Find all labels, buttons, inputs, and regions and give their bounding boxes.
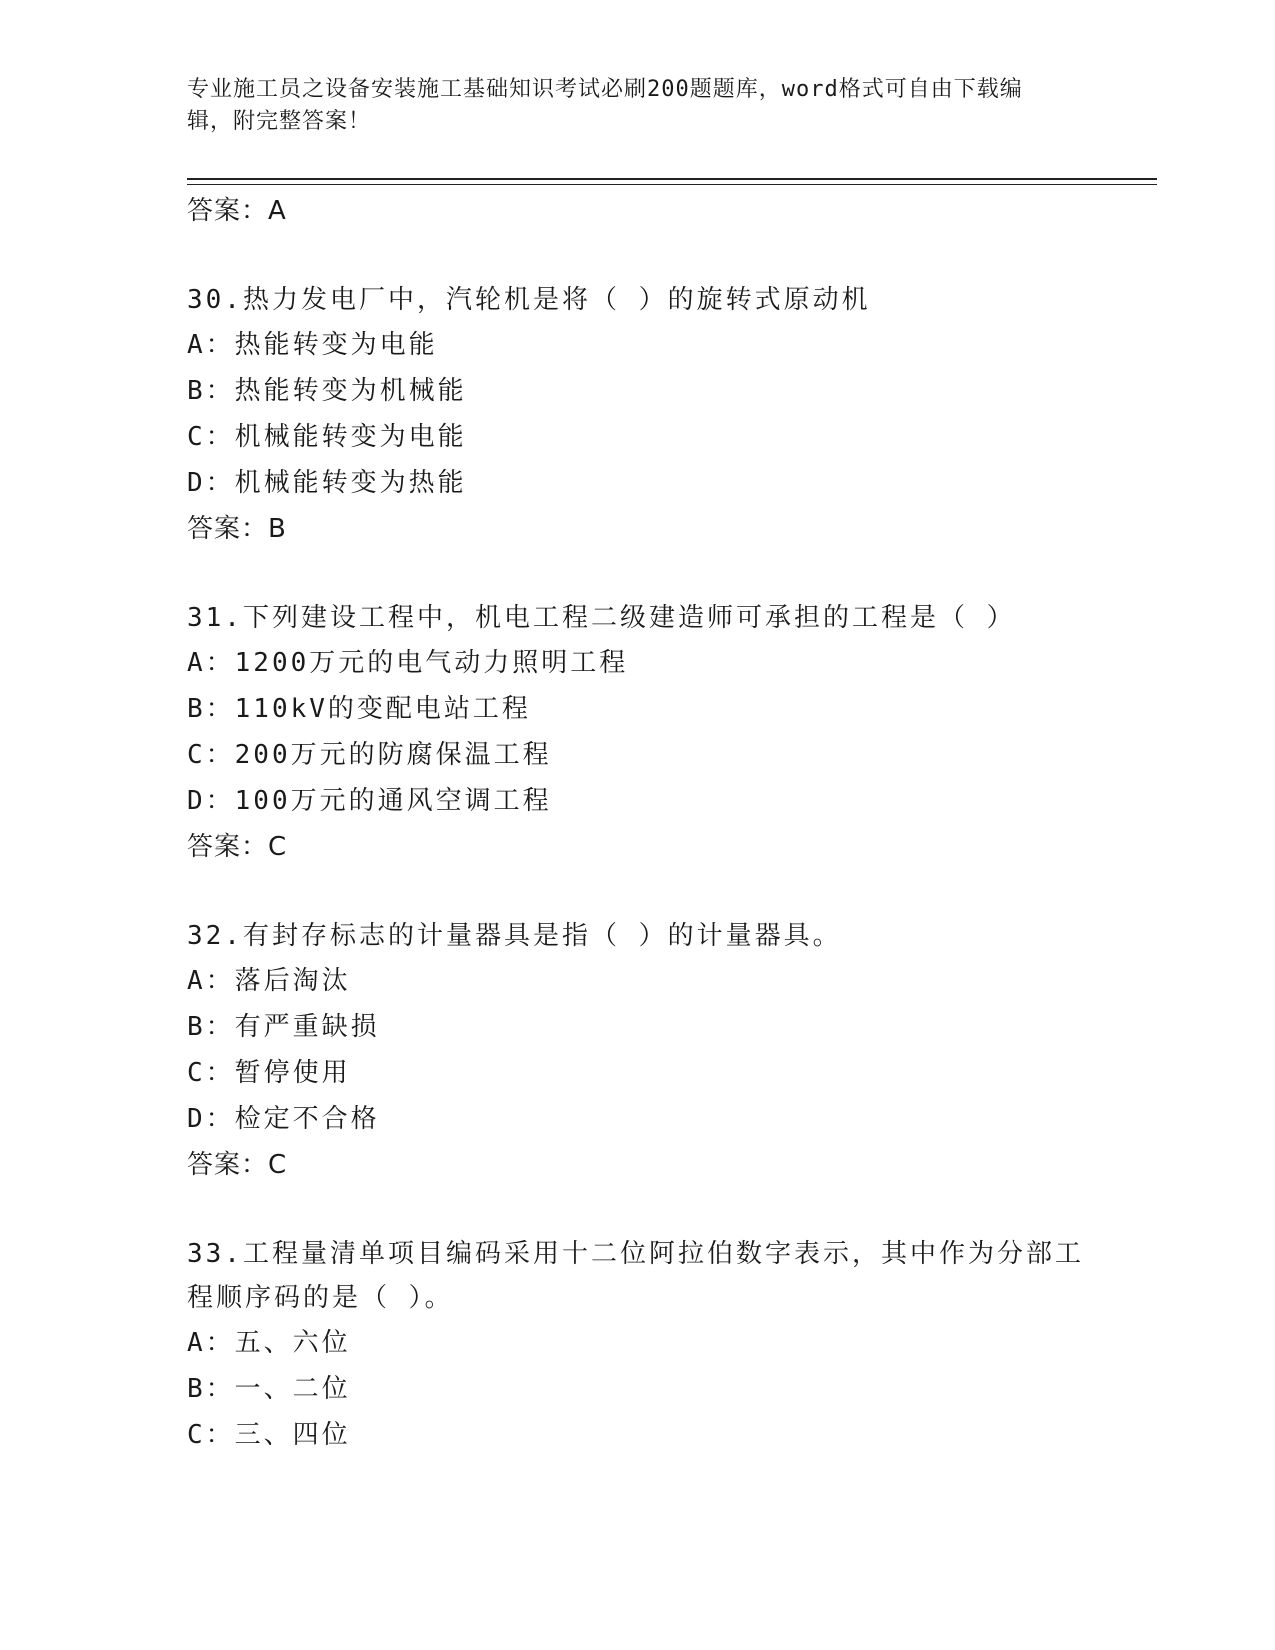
page-header-title: 专业施工员之设备安装施工基础知识考试必刷200题题库，word格式可自由下载编辑，附完整答案！ — [187, 77, 1023, 134]
answer-30: 答案：B — [187, 514, 287, 544]
option-d: D：机械能转变为热能 — [187, 468, 467, 498]
option-a: A：1200万元的电气动力照明工程 — [187, 648, 629, 678]
option-b: B：有严重缺损 — [187, 1012, 380, 1042]
question-text: 31.下列建设工程中，机电工程二级建造师可承担的工程是（ ） — [187, 603, 1016, 633]
question-30 — [187, 278, 1087, 552]
option-a: A：落后淘汰 — [187, 966, 351, 996]
option-b: B：一、二位 — [187, 1374, 351, 1404]
option-b: B：热能转变为机械能 — [187, 376, 467, 406]
header-divider-thick — [187, 178, 1157, 180]
option-c: C：三、四位 — [187, 1420, 351, 1450]
answer-32: 答案：C — [187, 1150, 288, 1180]
option-c: C：机械能转变为电能 — [187, 422, 467, 452]
question-text: 32.有封存标志的计量器具是指（ ）的计量器具。 — [187, 921, 842, 951]
question-31 — [187, 596, 1087, 870]
question-32 — [187, 914, 1087, 1188]
question-list — [187, 188, 1087, 1458]
question-text: 30.热力发电厂中，汽轮机是将（ ）的旋转式原动机 — [187, 285, 871, 315]
option-c: C：暂停使用 — [187, 1058, 351, 1088]
option-a: A：热能转变为电能 — [187, 330, 438, 360]
option-d: D：100万元的通风空调工程 — [187, 786, 552, 816]
option-a: A：五、六位 — [187, 1328, 351, 1358]
answer-31: 答案：C — [187, 832, 288, 862]
option-b: B：110kV的变配电站工程 — [187, 694, 531, 724]
question-33 — [187, 1232, 1087, 1458]
option-d: D：检定不合格 — [187, 1104, 380, 1134]
option-c: C：200万元的防腐保温工程 — [187, 740, 552, 770]
answer-29: 答案：A — [187, 196, 287, 226]
question-text: 33.工程量清单项目编码采用十二位阿拉伯数字表示，其中作为分部工程顺序码的是（ ）。 — [187, 1239, 1084, 1313]
header-divider-thin — [187, 184, 1157, 185]
